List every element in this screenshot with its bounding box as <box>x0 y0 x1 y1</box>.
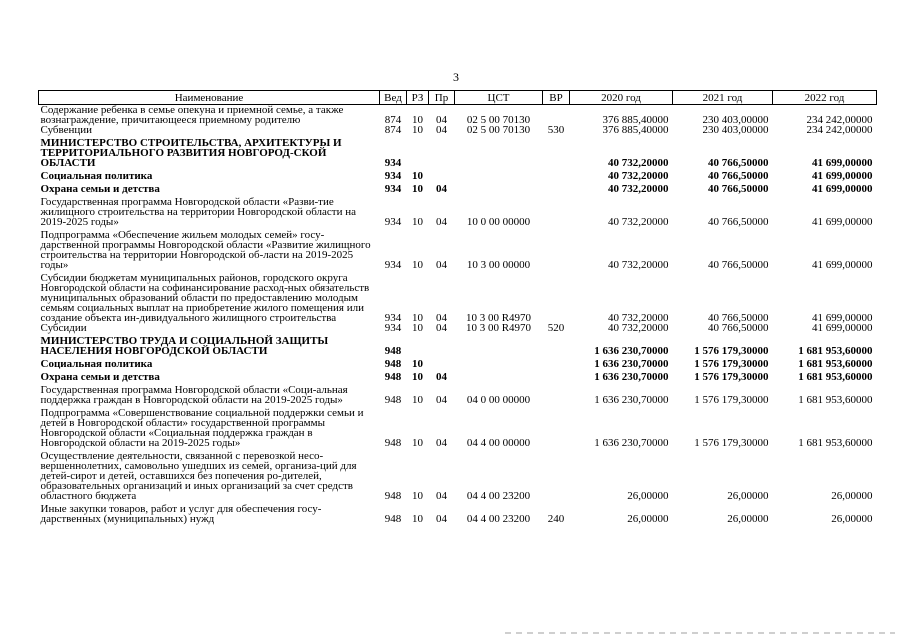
table-row <box>39 323 877 333</box>
cell-2020: 40 732,20000 <box>608 322 669 334</box>
header-pr: Пр <box>429 91 455 105</box>
cell-rz: 10 <box>412 371 423 383</box>
table-row <box>39 125 877 135</box>
cell-vr: 530 <box>547 124 565 136</box>
cell-name: Содержание ребенка в семье опекуна и приемной семье, а также вознаграждение, причитающееся приемному родителю <box>40 104 344 126</box>
cell-2022: 41 699,00000 <box>812 322 873 334</box>
cell-rz: 10 <box>412 114 423 126</box>
cell-2022: 41 699,00000 <box>812 259 873 271</box>
cell-2020: 40 732,20000 <box>608 157 669 169</box>
cell-vr <box>543 333 570 356</box>
cell-2020: 40 732,20000 <box>608 170 669 182</box>
cell-ved: 934 <box>384 312 402 324</box>
cell-name: Субвенции <box>40 124 93 136</box>
table-row <box>39 448 877 501</box>
cell-2022: 1 681 953,60000 <box>798 358 873 370</box>
cell-vr <box>543 105 570 126</box>
cell-2020: 26,00000 <box>627 513 669 525</box>
cell-cst: 04 4 00 00000 <box>466 437 531 449</box>
cell-vr <box>543 270 570 323</box>
cell-ved: 934 <box>384 157 402 169</box>
cell-rz: 10 <box>412 312 423 324</box>
cell-2022: 41 699,00000 <box>812 216 873 228</box>
table-row <box>39 333 877 356</box>
cell-2021: 40 766,50000 <box>708 259 769 271</box>
cell-pr: 04 <box>436 216 447 228</box>
table-row <box>39 356 877 369</box>
table-row <box>39 405 877 448</box>
cell-pr <box>429 135 455 168</box>
cell-ved: 948 <box>384 345 402 357</box>
cell-name: Подпрограмма «Совершенствование социальной поддержки семьи и детей в Новгородской области» государственной программы Новгородской области «Социальная поддержка граждан в Новгородской области на 2019-2025 годы» <box>40 407 364 449</box>
cell-cst <box>455 369 543 382</box>
cell-ved: 948 <box>384 394 402 406</box>
cell-ved: 948 <box>384 358 402 370</box>
cell-2021: 26,00000 <box>727 513 769 525</box>
cell-2020: 376 885,40000 <box>602 114 669 126</box>
cell-cst <box>455 356 543 369</box>
cell-cst: 10 3 00 R4970 <box>465 312 532 324</box>
cell-2022: 41 699,00000 <box>812 183 873 195</box>
cell-name: Иные закупки товаров, работ и услуг для обеспечения госу-дарственных (муниципальных) нужд <box>40 503 322 525</box>
cell-2021: 40 766,50000 <box>708 216 769 228</box>
cell-vr <box>543 194 570 227</box>
cell-rz: 10 <box>412 394 423 406</box>
table-row <box>39 501 877 524</box>
cell-name: МИНИСТЕРСТВО ТРУДА И СОЦИАЛЬНОЙ ЗАЩИТЫ НАСЕЛЕНИЯ НОВГОРОДСКОЙ ОБЛАСТИ <box>40 335 329 357</box>
cell-2021: 40 766,50000 <box>708 170 769 182</box>
cell-cst <box>455 181 543 194</box>
cell-2020: 1 636 230,70000 <box>594 394 669 406</box>
cell-vr <box>543 405 570 448</box>
cell-2020: 40 732,20000 <box>608 259 669 271</box>
cell-pr: 04 <box>436 437 447 449</box>
cell-2020: 1 636 230,70000 <box>594 358 669 370</box>
table-row <box>39 181 877 194</box>
cell-rz: 10 <box>412 124 423 136</box>
page-number: 3 <box>453 70 459 84</box>
table-row <box>39 194 877 227</box>
cell-pr: 04 <box>436 124 447 136</box>
cell-2020: 1 636 230,70000 <box>594 371 669 383</box>
cell-2021: 40 766,50000 <box>708 183 769 195</box>
cell-rz: 10 <box>412 216 423 228</box>
cell-pr: 04 <box>436 322 447 334</box>
cell-rz: 10 <box>412 513 423 525</box>
cell-ved: 934 <box>384 322 402 334</box>
cell-vr <box>543 382 570 405</box>
cell-2022: 1 681 953,60000 <box>798 371 873 383</box>
cell-rz: 10 <box>412 322 423 334</box>
cell-2022: 26,00000 <box>831 490 873 502</box>
cell-pr: 04 <box>436 114 447 126</box>
scan-artifact-line <box>505 632 895 634</box>
cell-rz: 10 <box>412 170 423 182</box>
cell-pr: 04 <box>436 394 447 406</box>
cell-pr <box>429 356 455 369</box>
cell-rz: 10 <box>412 437 423 449</box>
header-2021: 2021 год <box>673 91 773 105</box>
cell-rz <box>407 135 429 168</box>
cell-cst: 02 5 00 70130 <box>466 114 531 126</box>
table-row <box>39 105 877 126</box>
cell-2021: 1 576 179,30000 <box>694 345 769 357</box>
budget-table <box>38 90 877 524</box>
cell-ved: 948 <box>384 490 402 502</box>
cell-ved: 948 <box>384 437 402 449</box>
cell-pr: 04 <box>436 490 447 502</box>
cell-name: Социальная политика <box>40 358 153 370</box>
table-header-row <box>39 91 877 105</box>
cell-name: Государственная программа Новгородской области «Разви-тие жилищного строительства на территории Новгородской области на 2019-2025 годы» <box>40 196 357 228</box>
cell-2022: 41 699,00000 <box>812 157 873 169</box>
cell-vr: 520 <box>547 322 565 334</box>
cell-pr: 04 <box>436 312 447 324</box>
header-2022: 2022 год <box>773 91 877 105</box>
cell-2022: 26,00000 <box>831 513 873 525</box>
cell-2022: 1 681 953,60000 <box>798 345 873 357</box>
cell-pr: 04 <box>436 371 447 383</box>
cell-cst: 10 0 00 00000 <box>466 216 531 228</box>
cell-name: Подпрограмма «Обеспечение жильем молодых семей» госу-дарственной программы Новгородской области «Развитие жилищного строительства на территории Новгородской об-ласти на 2019-2025 годы» <box>40 229 371 271</box>
cell-name: Субсидии бюджетам муниципальных районов, городского округа Новгородской области на софинансирование расход-ных обязательств муниципальных образований области по предоставлению молодым семьям социальных выплат на приобретение жилого помещения или создание объекта ин-дивидуального жилищного строительства <box>40 272 370 324</box>
cell-2022: 41 699,00000 <box>812 312 873 324</box>
cell-rz: 10 <box>412 183 423 195</box>
table-row <box>39 270 877 323</box>
cell-2020: 376 885,40000 <box>602 124 669 136</box>
cell-ved: 934 <box>384 183 402 195</box>
cell-cst: 02 5 00 70130 <box>466 124 531 136</box>
header-2020: 2020 год <box>570 91 673 105</box>
cell-2021: 230 403,00000 <box>702 124 769 136</box>
cell-2021: 40 766,50000 <box>708 157 769 169</box>
cell-2020: 1 636 230,70000 <box>594 437 669 449</box>
cell-pr: 04 <box>436 183 447 195</box>
table-row <box>39 227 877 270</box>
table-row <box>39 369 877 382</box>
cell-rz: 10 <box>412 259 423 271</box>
header-rz: РЗ <box>407 91 429 105</box>
cell-vr <box>543 227 570 270</box>
cell-ved: 948 <box>384 513 402 525</box>
cell-rz: 10 <box>412 490 423 502</box>
cell-2021: 40 766,50000 <box>708 322 769 334</box>
cell-2022: 41 699,00000 <box>812 170 873 182</box>
cell-ved: 934 <box>384 170 402 182</box>
cell-pr: 04 <box>436 259 447 271</box>
cell-ved: 934 <box>384 216 402 228</box>
table-row <box>39 382 877 405</box>
header-vr: ВР <box>543 91 570 105</box>
header-name: Наименование <box>39 91 380 105</box>
header-ved: Вед <box>380 91 407 105</box>
cell-2021: 1 576 179,30000 <box>694 437 769 449</box>
cell-vr <box>543 135 570 168</box>
cell-2022: 234 242,00000 <box>806 124 873 136</box>
cell-2021: 26,00000 <box>727 490 769 502</box>
cell-ved: 948 <box>384 371 402 383</box>
cell-ved: 874 <box>384 124 402 136</box>
cell-2020: 40 732,20000 <box>608 183 669 195</box>
cell-2020: 40 732,20000 <box>608 312 669 324</box>
cell-cst <box>455 135 543 168</box>
cell-name: Охрана семьи и детства <box>40 371 160 383</box>
cell-cst: 04 4 00 23200 <box>466 513 531 525</box>
cell-vr <box>543 168 570 181</box>
table-row <box>39 168 877 181</box>
header-cst: ЦСТ <box>455 91 543 105</box>
table-body <box>39 105 877 525</box>
cell-cst: 10 3 00 R4970 <box>465 322 532 334</box>
cell-2020: 40 732,20000 <box>608 216 669 228</box>
cell-2021: 1 576 179,30000 <box>694 394 769 406</box>
cell-name: МИНИСТЕРСТВО СТРОИТЕЛЬСТВА, АРХИТЕКТУРЫ И ТЕРРИТОРИАЛЬНОГО РАЗВИТИЯ НОВГОРОД-СКОЙ ОБЛАСТИ <box>40 137 342 169</box>
cell-name: Охрана семьи и детства <box>40 183 160 195</box>
cell-ved: 934 <box>384 259 402 271</box>
cell-2021: 230 403,00000 <box>702 114 769 126</box>
cell-name: Социальная политика <box>40 170 153 182</box>
cell-2020: 1 636 230,70000 <box>594 345 669 357</box>
cell-rz: 10 <box>412 358 423 370</box>
cell-rz <box>407 333 429 356</box>
cell-name: Государственная программа Новгородской области «Соци-альная поддержка граждан в Новгородской области на 2019-2025 годы» <box>40 384 348 406</box>
cell-cst <box>455 333 543 356</box>
cell-cst: 10 3 00 00000 <box>466 259 531 271</box>
cell-pr <box>429 333 455 356</box>
cell-cst <box>455 168 543 181</box>
cell-ved: 874 <box>384 114 402 126</box>
cell-vr <box>543 369 570 382</box>
cell-vr <box>543 448 570 501</box>
cell-2022: 1 681 953,60000 <box>798 394 873 406</box>
cell-vr <box>543 181 570 194</box>
cell-name: Осуществление деятельности, связанной с перевозкой несо-вершеннолетних, самовольно ушедших из семей, организа-ций для детей-сирот и детей, оставшихся без попечения ро-дителей, образовательных организаций и иных организаций за счет средств областного бюджета <box>40 450 357 502</box>
cell-name: Субсидии <box>40 322 87 334</box>
cell-2021: 1 576 179,30000 <box>694 371 769 383</box>
cell-vr <box>543 356 570 369</box>
table-row <box>39 135 877 168</box>
cell-pr: 04 <box>436 513 447 525</box>
cell-2022: 234 242,00000 <box>806 114 873 126</box>
cell-pr <box>429 168 455 181</box>
cell-2020: 26,00000 <box>627 490 669 502</box>
cell-2022: 1 681 953,60000 <box>798 437 873 449</box>
cell-2021: 40 766,50000 <box>708 312 769 324</box>
cell-cst: 04 0 00 00000 <box>466 394 531 406</box>
cell-cst: 04 4 00 23200 <box>466 490 531 502</box>
cell-vr: 240 <box>547 513 565 525</box>
cell-2021: 1 576 179,30000 <box>694 358 769 370</box>
